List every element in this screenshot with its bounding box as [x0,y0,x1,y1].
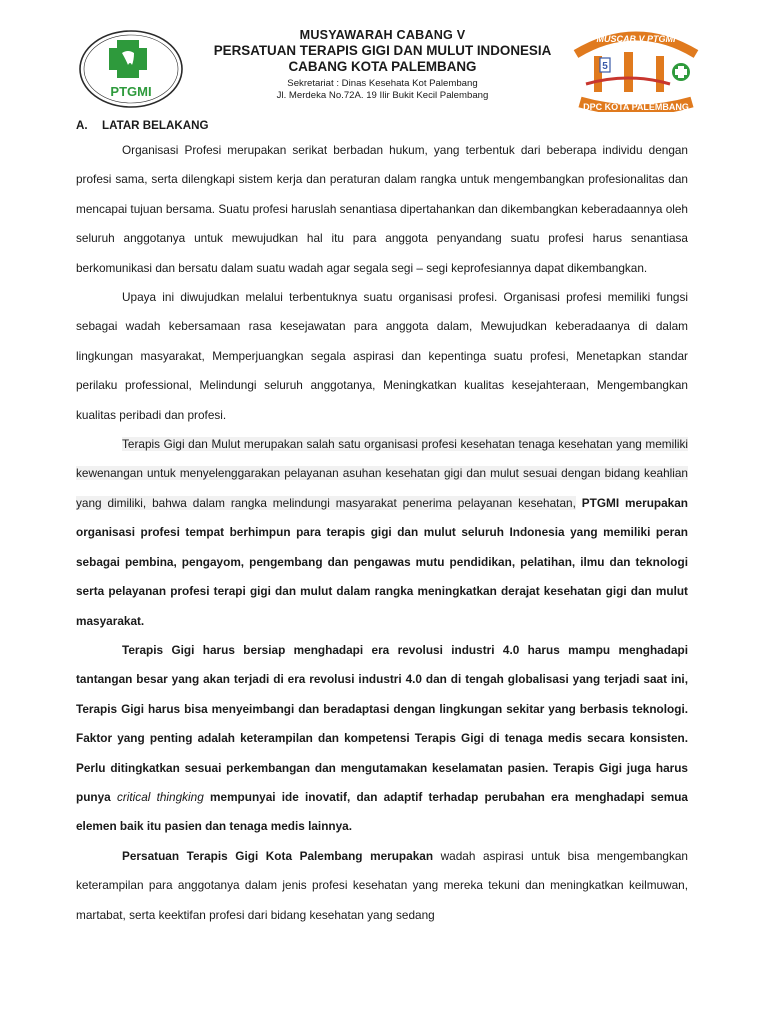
paragraph-4 [76,636,688,842]
paragraph-3 [76,430,688,636]
event-title: MUSYAWARAH CABANG V [299,28,466,42]
muscab-logo [566,24,706,112]
paragraph-2: Upaya ini diwujudkan melalui terbentuknya suatu organisasi profesi. Organisasi profesi memiliki fungsi sebagai wadah kebersamaan rasa kesejawatan para anggota dalam, Mewujudkan keberadaanya di dalam lingkungan masyarakat, Memperjuangkan segala aspirasi dan kepentinga suatu profesi, Menetapkan standar perilaku professional, Melindungi seluruh anggotanya, Meningkatkan kualitas kesejahteraan, Mengembangkan kualitas peribadi dan profesi. [76,290,688,422]
svg-text:PTGMI: PTGMI [110,84,152,99]
paragraph-4-part-a: Terapis Gigi harus bersiap menghadapi era revolusi industri 4.0 harus mampu menghadapi tantangan besar yang akan terjadi di era revolusi industri 4.0 dan di tengah globalisasi yang terjadi saat ini, Terapis Gigi harus bisa menyeimbangi dan beradaptasi dengan lingkungan sekitar yang berbasis teknologi. Faktor yang penting adalah keterampilan dan kompetensi Terapis Gigi di tenaga medis secara konsisten. Perlu ditingkatkan sesuai perkembangan dan mengutamakan keselamatan pasien. Terapis Gigi juga harus punya [76,642,688,804]
section-title: LATAR BELAKANG [102,119,209,132]
letterhead-text [185,28,580,102]
paragraph-4-part-b: mempunyai ide inovatif, dan adaptif terhadap perubahan era menghadapi semua elemen baik itu pasien dan tenaga medis lainnya. [76,789,688,834]
paragraph-4-italic: critical thingking [116,789,204,804]
letterhead [0,0,768,118]
branch-name: CABANG KOTA PALEMBANG [288,59,477,74]
svg-text:MUSCAB V PTGMI: MUSCAB V PTGMI [596,34,676,44]
svg-text:5: 5 [602,61,608,72]
section-letter: A. [76,119,88,132]
document-body [76,136,688,930]
organization-name: PERSATUAN TERAPIS GIGI DAN MULUT INDONESIA [213,43,552,58]
secretariat: Sekretariat : Dinas Kesehata Kot Palembang [287,78,478,89]
ptgmi-logo [78,28,184,110]
paragraph-3-part-a: Terapis Gigi dan Mulut merupakan salah satu organisasi profesi kesehatan tenaga kesehatan yang memiliki kewenangan untuk menyelenggarakan pelayanan asuhan kesehatan gigi dan mulut sesuai dengan bidang keahlian yang dimiliki, bahwa dalam rangka melindungi masyarakat penerima pelayanan kesehatan, [76,437,688,510]
svg-text:DPC KOTA PALEMBANG: DPC KOTA PALEMBANG [583,102,689,112]
address: Jl. Merdeka No.72A. 19 Ilir Bukit Kecil Palembang [276,90,489,101]
paragraph-3-part-b: PTGMI merupakan organisasi profesi tempat berhimpun para terapis gigi dan mulut seluruh Indonesia yang memiliki peran sebagai pembina, pengayom, pengembang dan pengawas mutu pendidikan, pelatihan, ilmu dan teknologi serta pelayanan profesi terapi gigi dan mulut dalam rangka meningkatkan derajat kesehatan gigi dan mulut masyarakat. [76,495,688,628]
paragraph-1 [76,136,688,283]
paragraph-1-part-b: Suatu profesi haruslah senantiasa dipertahankan dan dikembangkan keberadaannya oleh seluruh anggotanya untuk mewujudkan hal itu para anggota penyandang suatu profesi harus senantiasa berkomunikasi dan bersatu dalam suatu wadah agar segala segi – segi keprofesiannya dapat dikembangkan. [76,201,688,275]
paragraph-5 [76,842,688,930]
paragraph-5-part-a: Persatuan Terapis Gigi Kota Palembang merupakan [122,848,434,863]
paragraph-1-part-a: Organisasi Profesi merupakan serikat berbadan hukum, yang terbentuk dari beberapa individu dengan profesi sama, serta dilengkapi sistem kerja dan peraturan dalam rangka untuk mengembangkan profesionalitas dan mencapai tujuan bersama. [76,143,688,216]
paragraph-5-part-b: wadah aspirasi untuk bisa mengembangkan keterampilan para anggotanya dalam jenis profesi kesehatan yang mereka tekuni dan meningkatkan keilmuwan, martabat, serta keektifan profesi dari bidang kesehatan yang sedang [76,848,688,922]
section-heading [76,119,208,132]
